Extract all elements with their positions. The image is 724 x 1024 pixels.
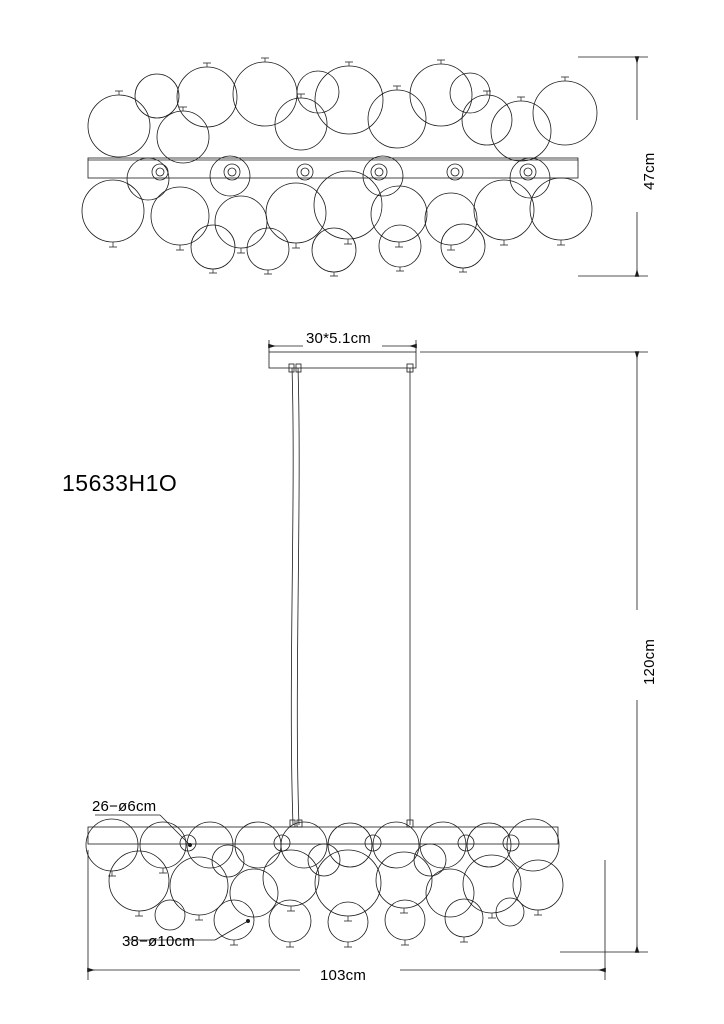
globe-cluster-bottom [86, 819, 563, 942]
dimension-label-canopy: 30*5.1cm [306, 330, 371, 347]
dimension-label-height-47: 47cm [641, 152, 658, 190]
dimension-drop-120 [420, 352, 648, 952]
front-elevation-view [82, 57, 648, 276]
dimension-label-large-globes: 38−ø10cm [122, 933, 195, 950]
ceiling-canopy [269, 352, 416, 368]
leader-small-globes [95, 815, 192, 847]
suspension-cables [289, 364, 413, 827]
dimension-label-drop-120: 120cm [641, 638, 658, 685]
dimension-label-width-103: 103cm [320, 967, 367, 984]
dimension-label-small-globes: 26−ø6cm [92, 798, 157, 815]
side-elevation-view [86, 340, 648, 980]
model-code-label: 15633H1O [62, 470, 178, 496]
globe-row-upper [88, 62, 597, 163]
dimension-height-47 [578, 57, 648, 276]
globe-row-lower [82, 156, 592, 272]
fixture-body-bar-bottom [88, 827, 558, 844]
dimension-width-103 [88, 850, 605, 980]
